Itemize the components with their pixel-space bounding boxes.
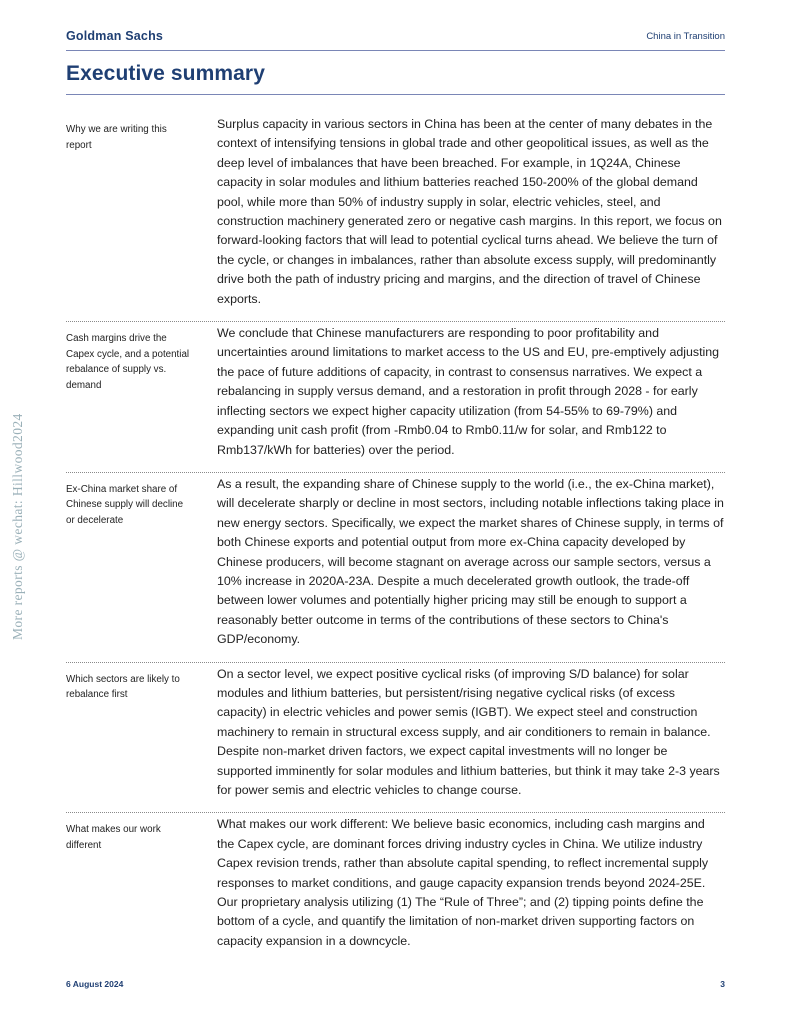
section-label: What makes our work different bbox=[66, 824, 161, 851]
section-body: As a result, the expanding share of Chinese supply to the world (i.e., the ex-China market), will decelerate sharply or decline in most sectors, including notable inflections taking place in new energy sectors. Specifically, we expect the market shares of Chinese supply, in terms of both Chinese exports and potential output from more ex-China capacity developed by Chinese producers, will become stagnant on average across our sample sectors, versus a 10% increase in 2020A-23A. Despite a much decelerated growth outlook, the trade-off between lower volumes and potentially higher pricing may still be enough to support a reasonably better outcome in terms of the contributions of these sectors to China's GDP/economy. bbox=[217, 476, 724, 647]
section-label: Ex-China market share of Chinese supply will decline or decelerate bbox=[66, 483, 184, 526]
section-label: Why we are writing this report bbox=[66, 124, 167, 151]
page-title: Executive summary bbox=[66, 62, 265, 85]
brand-name: Goldman Sachs bbox=[66, 29, 164, 43]
summary-sections bbox=[66, 113, 725, 963]
title-divider bbox=[66, 94, 725, 95]
section-cash-margins bbox=[66, 321, 725, 460]
section-sectors-rebalance bbox=[66, 662, 725, 801]
section-body: Surplus capacity in various sectors in China has been at the center of many debates in the context of intensifying tensions in global trade and other geopolitical issues, as well as the deep level of imbalances that have been breached. For example, in 1Q24A, Chinese capacity in solar modules and lithium batteries reached 150-200% of the global demand pool, while more than 50% of industry supply in solar, electric vehicles, steel, and construction machinery generated zero or negative cash margins. In this report, we focus on forward-looking factors that will lead to potential cyclical turns ahead. We believe the turn of the cycle, or changes in imbalances, rather than absolute excess supply, will predominantly drive both the path of industry pricing and margins, and the direction of travel of Chinese exports. bbox=[217, 117, 722, 306]
page-header bbox=[66, 28, 725, 51]
section-label: Which sectors are likely to rebalance first bbox=[66, 673, 180, 701]
page-number: 3 bbox=[720, 979, 725, 989]
section-what-different bbox=[66, 812, 725, 951]
section-ex-china-share bbox=[66, 472, 725, 650]
section-body: What makes our work different: We believe basic economics, including cash margins and the Capex cycle, are dominant forces driving industry cycles in China. We utilize industry Capex revision trends, rather than absolute capital spending, to reflect incremental supply responses to market conditions, and gauge capacity expansion trends beyond 2024-25E. Our proprietary analysis utilizing (1) The “Rule of Three”; and (2) tipping points define the bottom of a cycle, and quantify the limitation of non-market driven supporting factors on capacity expansion in a downcycle. bbox=[217, 817, 709, 948]
section-why-writing bbox=[66, 113, 725, 309]
section-label: Cash margins drive the Capex cycle, and a potential rebalance of supply vs. demand bbox=[66, 333, 190, 391]
watermark-text: More reports @ wechat: Hillwood2024 bbox=[10, 413, 25, 640]
footer-date: 6 August 2024 bbox=[66, 979, 124, 989]
section-body: On a sector level, we expect positive cyclical risks (of improving S/D balance) for solar modules and lithium batteries, but persistent/rising negative cyclical risks (of excess capacity) in electric vehicles and power semis (IGBT). We expect steel and construction machinery to remain in structural excess supply, and air conditioners to remain in balance. Despite non-market driven factors, we expect capital investments will no longer be supported imminently for solar modules and lithium batteries, but think it may take 2-3 years for power semis and electric vehicles to change course. bbox=[217, 666, 720, 797]
section-body: We conclude that Chinese manufacturers are responding to poor profitability and uncertainties around limitations to market access to the US and EU, pre-emptively adjusting the pace of future additions of capacity, in contrast to consensus narratives. We expect a rebalancing in supply versus demand, and a restoration in profit through 2028 - for early inflecting sectors we expect higher capacity utilization (from 54-55% to 69-79%) and expanding unit cash profit (from -Rmb0.04 to Rmb0.11/w for solar, and Rmb122 to Rmb137/kWh for batteries) over the period. bbox=[217, 326, 720, 457]
report-series: China in Transition bbox=[646, 31, 725, 42]
